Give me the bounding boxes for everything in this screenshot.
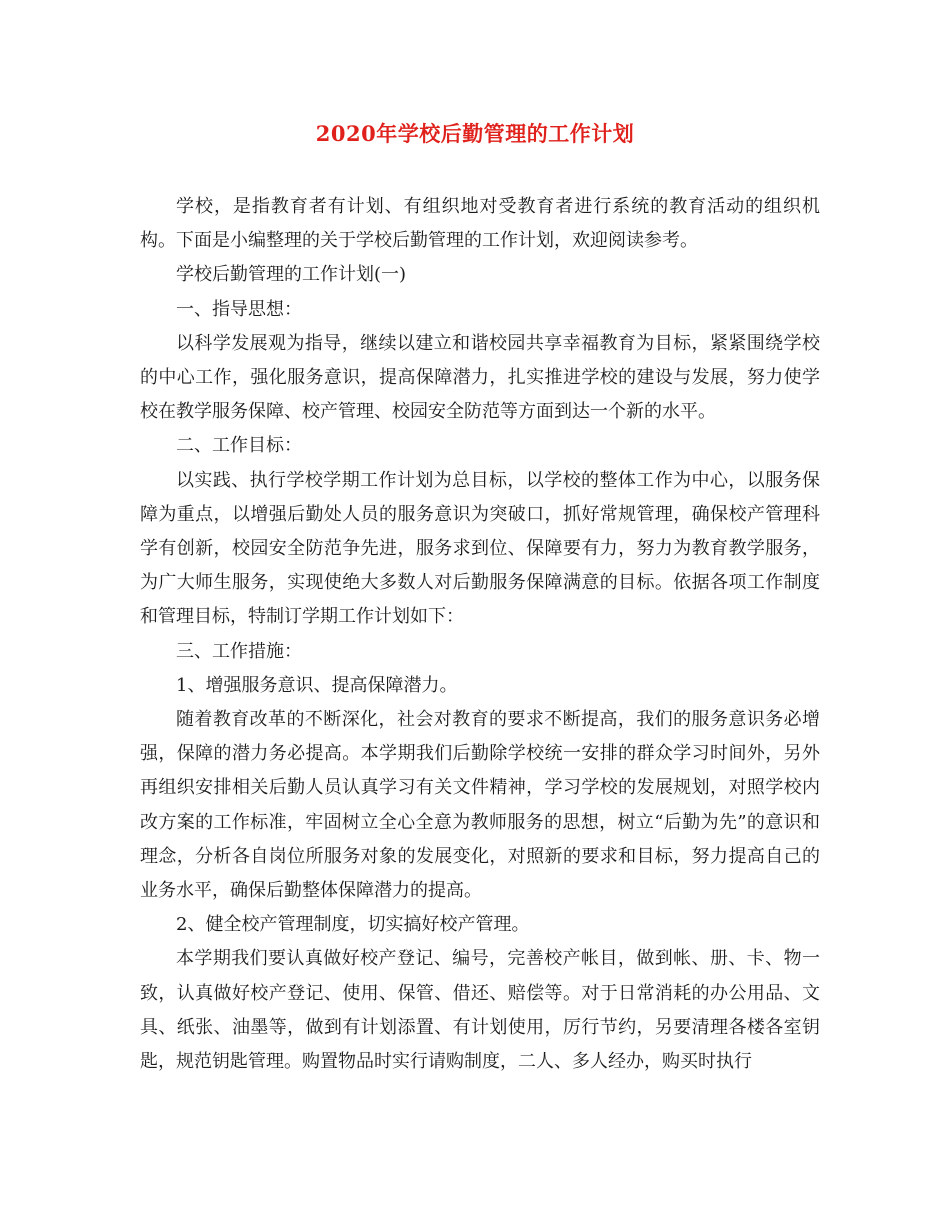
paragraph-measure-2: 本学期我们要认真做好校产登记、编号，完善校产帐目，做到帐、册、卡、物一致，认真做好校产登记、使用、保管、借还、赔偿等。对于日常消耗的办公用品、文具、纸张、油墨等，做到有计划添置、有计划使用，厉行节约，另要清理各楼各室钥匙，规范钥匙管理。购置物品时实行请购制度，二人、多人经办，购买时执行 [140,948,820,1073]
section-heading-guiding-ideology: 一、指导思想： [176,298,302,320]
paragraph-plan-heading: 学校后勤管理的工作计划(一) [176,264,407,286]
document-title: 2020年学校后勤管理的工作计划 [315,121,635,146]
paragraph-guiding-ideology: 以科学发展观为指导，继续以建立和谐校园共享幸福教育为目标，紧紧围绕学校的中心工作，强化服务意识，提高保障潜力，扎实推进学校的建设与发展，努力使学校在教学服务保障、校产管理、校园安全防范等方面到达一个新的水平。 [140,332,820,423]
subheading-measure-2: 2、健全校产管理制度，切实搞好校产管理。 [176,914,530,936]
paragraph-intro: 学校，是指教育者有计划、有组织地对受教育者进行系统的教育活动的组织机构。下面是小编整理的关于学校后勤管理的工作计划，欢迎阅读参考。 [140,196,820,252]
section-heading-work-goals: 二、工作目标： [176,435,302,457]
subheading-measure-1: 1、增强服务意识、提高保障潜力。 [176,674,458,696]
paragraph-measure-1: 随着教育改革的不断深化，社会对教育的要求不断提高，我们的服务意识务必增强，保障的潜力务必提高。本学期我们后勤除学校统一安排的群众学习时间外，另外再组织安排相关后勤人员认真学习有关文件精神，学习学校的发展规划，对照学校内改方案的工作标准，牢固树立全心全意为教师服务的思想，树立“后勤为先”的意识和理念，分析各自岗位所服务对象的发展变化，对照新的要求和目标，努力提高自己的业务水平，确保后勤整体保障潜力的提高。 [140,709,820,902]
paragraph-work-goals: 以实践、执行学校学期工作计划为总目标，以学校的整体工作为中心，以服务保障为重点，以增强后勤处人员的服务意识为突破口，抓好常规管理，确保校产管理科学有创新，校园安全防范争先进，服务求到位、保障要有力，努力为教育教学服务，为广大师生服务，实现使绝大多数人对后勤服务保障满意的目标。依据各项工作制度和管理目标，特制订学期工作计划如下： [140,469,820,628]
document-body [140,190,820,1079]
section-heading-work-measures: 三、工作措施： [176,640,302,662]
